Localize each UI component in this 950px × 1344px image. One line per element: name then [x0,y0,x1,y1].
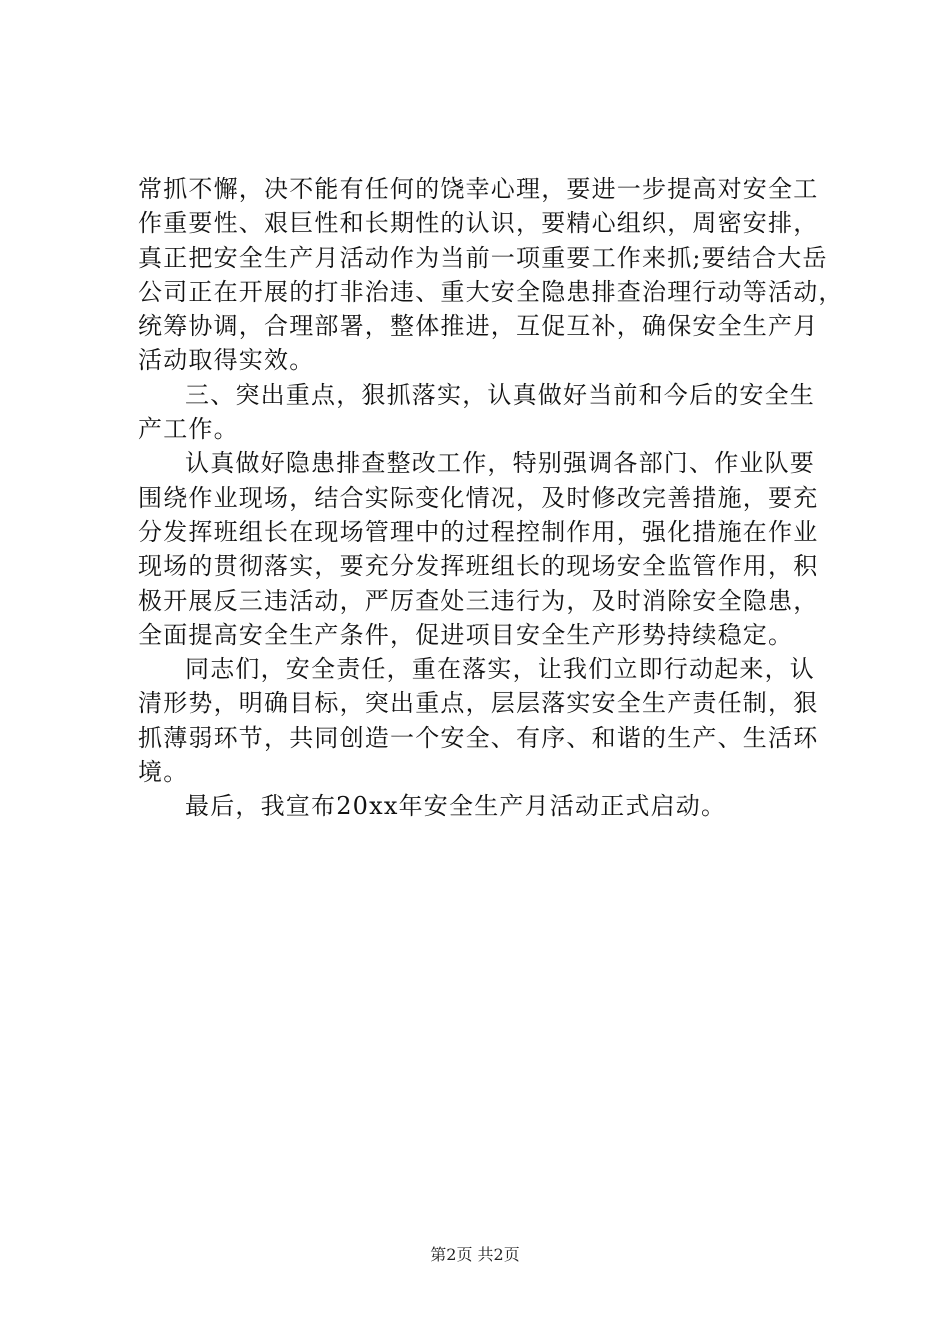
closing-line: 最后，我宣布20xx年安全生产月活动正式启动。 [185,792,727,821]
text-line: 真正把安全生产月活动作为当前一项重要工作来抓;要结合大岳 [138,243,828,272]
text-line: 围绕作业现场，结合实际变化情况，及时修改完善措施，要充 [138,483,819,512]
text-line: 同志们，安全责任，重在落实，让我们立即行动起来，认 [185,655,815,684]
text-line: 认真做好隐患排查整改工作，特别强调各部门、作业队要 [185,449,815,478]
text-line: 统筹协调，合理部署，整体推进，互促互补，确保安全生产月 [138,312,819,341]
text-line: 公司正在开展的打非治违、重大安全隐患排查治理行动等活动， [138,277,844,306]
text-line: 常抓不懈，决不能有任何的饶幸心理，要进一步提高对安全工 [138,175,819,203]
text-line: 全面提高安全生产条件，促进项目安全生产形势持续稳定。 [138,620,794,649]
section-heading-line: 产工作。 [138,415,239,444]
text-line: 现场的贯彻落实，要充分发挥班组长的现场安全监管作用，积 [138,552,819,581]
text-line: 极开展反三违活动，严厉查处三违行为，及时消除安全隐患， [138,586,819,615]
text-line: 活动取得实效。 [138,346,315,375]
text-line: 抓薄弱环节，共同创造一个安全、有序、和谐的生产、生活环 [138,723,819,752]
document-body [138,172,842,824]
page-number-footer: 第2页 共2页 [430,1245,520,1264]
text-line: 作重要性、艰巨性和长期性的认识，要精心组织，周密安排， [138,209,819,238]
text-line: 分发挥班组长在现场管理中的过程控制作用，强化措施在作业 [138,517,819,546]
text-line: 清形势，明确目标，突出重点，层层落实安全生产责任制，狠 [138,689,819,718]
section-heading-line: 三、突出重点，狠抓落实，认真做好当前和今后的安全生 [185,380,815,409]
text-line: 境。 [138,758,189,787]
